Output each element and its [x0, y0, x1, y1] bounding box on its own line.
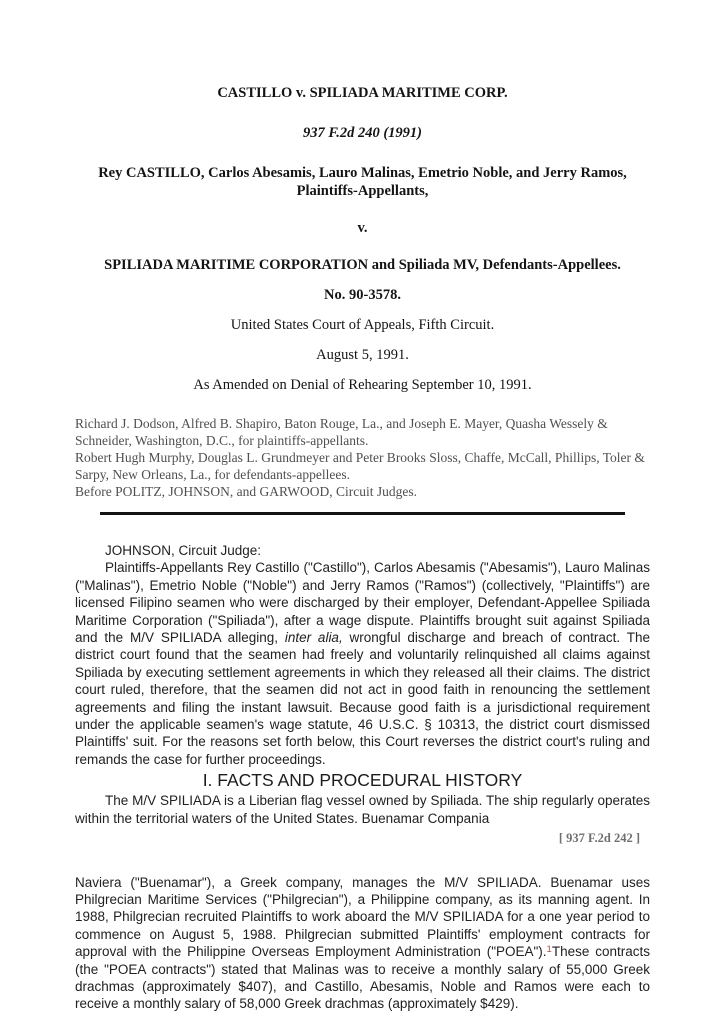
section-divider	[100, 512, 625, 515]
latin-phrase-italic: inter alia,	[284, 630, 343, 646]
docket-number: No. 90-3578.	[324, 287, 401, 303]
opinion-paragraph-1	[75, 559, 650, 768]
versus-label: v.	[357, 220, 368, 236]
opinion-author-line: JOHNSON, Circuit Judge:	[105, 543, 262, 558]
reporter-page-marker: [ 937 F.2d 242 ]	[558, 831, 640, 846]
defendants-counsel: Robert Hugh Murphy, Douglas L. Grundmeyer and Peter Brooks Sloss, Chaffe, McCall, Phillips, Toler & Sarpy, New Orleans, La., for defendants-appellees.	[75, 450, 645, 482]
opinion-paragraph-3	[75, 874, 650, 1013]
footnote-1-link[interactable]: 1	[546, 944, 552, 956]
paragraph-text: Plaintiffs-Appellants Rey Castillo ("Castillo"), Carlos Abesamis ("Abesamis"), Lauro Malinas ("Malinas"), Emetrio Noble ("Noble") and Jerry Ramos ("Ramos") (collectively, "Plaintiffs") are licensed Filipino seamen who were discharged by their employer, Defendant-Appellee Spiliada Maritime Corporation ("Spiliada"), after a wage dispute. Plaintiffs brought suit against Spiliada and the M/V SPILIADA alleging,	[75, 560, 650, 646]
paragraph-text: wrongful discharge and breach of contract. The district court found that the seamen had freely and voluntarily relinquished all claims against Spiliada by executing settlement agreements in which they released all their claims. The district court ruled, therefore, that the seamen did not act in good faith in renouncing the settlement agreements and filing the instant lawsuit. Because good faith is a jurisdictional requirement under the applicable seamen's wage statute, 46 U.S.C. § 10313, the district court dismissed Plaintiffs' suit. For the reasons set forth below, this Court reverses the district court's ruling and remands the case for further proceedings.	[75, 630, 651, 767]
reporter-citation: 937 F.2d 240 (1991)	[303, 125, 422, 141]
plaintiffs-names: Rey CASTILLO, Carlos Abesamis, Lauro Malinas, Emetrio Noble, and Jerry Ramos, Plaintiffs-Appellants,	[98, 165, 627, 199]
opinion-paragraph-2: The M/V SPILIADA is a Liberian flag vessel owned by Spiliada. The ship regularly operates within the territorial waters of the United States. Buenamar Compania	[75, 793, 650, 826]
paragraph-text: Naviera ("Buenamar"), a Greek company, manages the M/V SPILIADA. Buenamar uses Philgrecian Maritime Services ("Philgrecian"), a Philippine company, as its manning agent. In 1988, Philgrecian recruited Plaintiffs to work aboard the M/V SPILIADA for a one year period to commence on August 5, 1988. Philgrecian submitted Plaintiffs' employment contracts for approval with the Philippine Overseas Employment Administration ("POEA").	[75, 874, 650, 960]
court-name: United States Court of Appeals, Fifth Circuit.	[230, 317, 495, 333]
case-title: CASTILLO v. SPILIADA MARITIME CORP.	[217, 85, 508, 101]
plaintiffs-counsel: Richard J. Dodson, Alfred B. Shapiro, Baton Rouge, La., and Joseph E. Mayer, Quasha Wessely & Schneider, Washington, D.C., for plaintiffs-appellants.	[75, 416, 608, 448]
decision-date: August 5, 1991.	[316, 347, 409, 363]
defendants-names: SPILIADA MARITIME CORPORATION and Spiliada MV, Defendants-Appellees.	[104, 257, 621, 273]
case-caption	[75, 84, 650, 394]
opinion-body	[75, 542, 650, 1013]
counsel-block	[75, 415, 650, 500]
facts-section-heading: I. FACTS AND PROCEDURAL HISTORY	[202, 770, 523, 791]
rehearing-note: As Amended on Denial of Rehearing September 10, 1991.	[193, 377, 532, 393]
paragraph-text: These contracts (the "POEA contracts") stated that Malinas was to receive a monthly salary of 55,000 Greek drachmas (approximately $407), and Castillo, Abesamis, Noble and Ramos were each to receive a monthly salary of 58,000 Greek drachmas (approximately $429).	[75, 944, 650, 1012]
panel-judges: Before POLITZ, JOHNSON, and GARWOOD, Circuit Judges.	[75, 484, 417, 499]
